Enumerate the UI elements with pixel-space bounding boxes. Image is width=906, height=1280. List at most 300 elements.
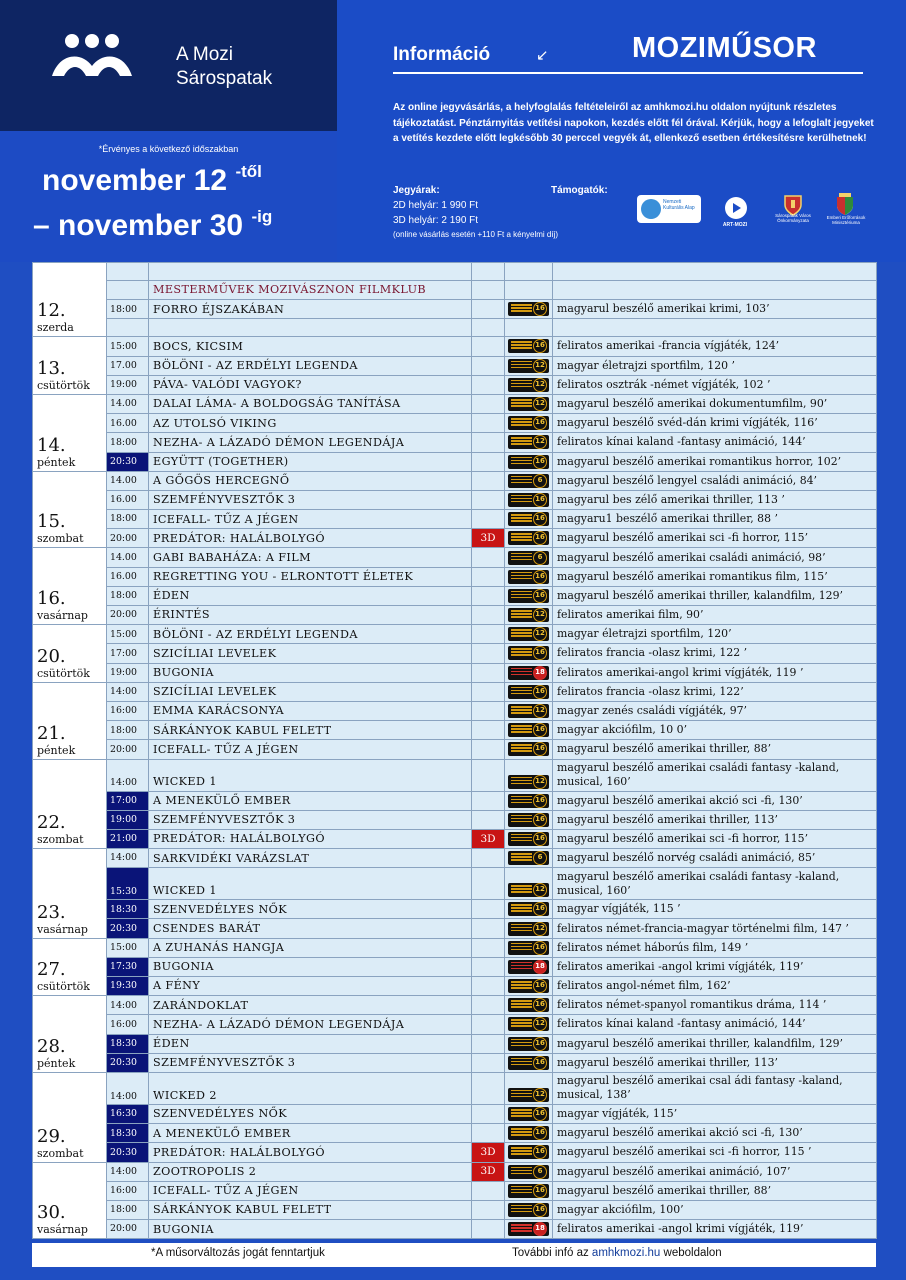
day-name: vasárnap bbox=[37, 1223, 88, 1237]
film-title: ZOOTROPOLIS 2 bbox=[149, 1162, 472, 1181]
page-title: MOZIMŰSOR bbox=[632, 32, 817, 64]
age-rating-badge bbox=[508, 666, 549, 680]
rating-value: 16 bbox=[533, 1056, 547, 1070]
rating-stripes bbox=[511, 457, 532, 459]
film-title: REGRETTING YOU - ELRONTOTT ÉLETEK bbox=[149, 567, 472, 586]
age-rating-badge bbox=[508, 397, 549, 411]
screening-row bbox=[33, 810, 877, 829]
screening-row bbox=[33, 996, 877, 1015]
screening-row bbox=[33, 740, 877, 759]
screening-row bbox=[33, 625, 877, 644]
age-rating-cell bbox=[505, 996, 553, 1015]
film-title: NEZHA- A LÁZADÓ DÉMON LEGENDÁJA bbox=[149, 1015, 472, 1034]
rating-value: 12 bbox=[533, 435, 547, 449]
rating-stripes bbox=[511, 706, 532, 708]
day-number: 27. bbox=[37, 959, 66, 981]
age-rating-badge bbox=[508, 922, 549, 936]
format-3d-badge: 3D bbox=[472, 1162, 505, 1181]
prices-label: Jegyárak: bbox=[393, 185, 440, 196]
screening-row bbox=[33, 977, 877, 996]
rating-stripes bbox=[511, 1224, 532, 1226]
age-rating-badge bbox=[508, 1145, 549, 1159]
film-title: ICEFALL- TŰZ A JÉGEN bbox=[149, 740, 472, 759]
showtime: 15:00 bbox=[107, 938, 149, 957]
format-cell bbox=[472, 510, 505, 529]
rating-stripes bbox=[511, 648, 532, 650]
rating-value: 16 bbox=[533, 794, 547, 808]
format-cell bbox=[472, 337, 505, 356]
screening-row bbox=[33, 829, 877, 848]
rating-value: 16 bbox=[533, 302, 547, 316]
showtime: 14:00 bbox=[107, 682, 149, 701]
rating-value: 16 bbox=[533, 1184, 547, 1198]
rating-value: 16 bbox=[533, 979, 547, 993]
age-rating-cell bbox=[505, 471, 553, 490]
screening-row bbox=[33, 471, 877, 490]
day-cell bbox=[33, 337, 107, 395]
showtime: 16.00 bbox=[107, 567, 149, 586]
age-rating-cell bbox=[505, 319, 553, 337]
age-rating-cell bbox=[505, 759, 553, 791]
film-description: magyarul beszélő lengyel családi animáció, 84’ bbox=[553, 471, 877, 490]
showtime: 16:00 bbox=[107, 1181, 149, 1200]
rating-value: 16 bbox=[533, 941, 547, 955]
film-title: SZICÍLIAI LEVELEK bbox=[149, 644, 472, 663]
showtime: 20:30 bbox=[107, 919, 149, 938]
rating-stripes bbox=[511, 610, 532, 612]
age-rating-cell bbox=[505, 868, 553, 900]
showtime: 16:00 bbox=[107, 1015, 149, 1034]
showtime: 20:00 bbox=[107, 529, 149, 548]
screening-row bbox=[33, 337, 877, 356]
screening-row bbox=[33, 957, 877, 976]
footer bbox=[32, 1243, 876, 1267]
screening-row bbox=[33, 356, 877, 375]
date-to: – november 30 $^{-ig}$ bbox=[33, 207, 273, 242]
format-cell bbox=[472, 1034, 505, 1053]
film-description: magyarul beszélő amerikai thriller, 113’ bbox=[553, 1053, 877, 1072]
format-cell bbox=[472, 300, 505, 319]
day-cell bbox=[33, 996, 107, 1073]
film-description bbox=[553, 319, 877, 337]
schedule-table bbox=[32, 262, 877, 1239]
age-rating-cell bbox=[505, 510, 553, 529]
age-rating-cell bbox=[505, 337, 553, 356]
rating-value: 16 bbox=[533, 570, 547, 584]
showtime: 18:00 bbox=[107, 1200, 149, 1219]
film-description: magyar életrajzi sportfilm, 120’ bbox=[553, 625, 877, 644]
age-rating-cell bbox=[505, 281, 553, 300]
rating-value: 16 bbox=[533, 493, 547, 507]
rating-stripes bbox=[511, 399, 532, 401]
day-cell bbox=[33, 938, 107, 996]
age-rating-cell bbox=[505, 900, 553, 919]
rating-stripes bbox=[511, 629, 532, 631]
showtime: 19:30 bbox=[107, 977, 149, 996]
age-rating-cell bbox=[505, 625, 553, 644]
age-rating-badge bbox=[508, 493, 549, 507]
art-mozi-logo-icon bbox=[724, 196, 748, 220]
day-cell bbox=[33, 471, 107, 548]
age-rating-badge bbox=[508, 998, 549, 1012]
showtime: 18:00 bbox=[107, 510, 149, 529]
screening-row bbox=[33, 1124, 877, 1143]
age-rating-cell bbox=[505, 414, 553, 433]
age-rating-badge bbox=[508, 1056, 549, 1070]
film-title: WICKED 1 bbox=[149, 759, 472, 791]
age-rating-cell bbox=[505, 263, 553, 281]
cinema-city: Sárospatak bbox=[176, 68, 273, 89]
age-rating-cell bbox=[505, 452, 553, 471]
film-description bbox=[553, 263, 877, 281]
screening-row bbox=[33, 548, 877, 567]
format-cell bbox=[472, 682, 505, 701]
format-cell bbox=[472, 868, 505, 900]
age-rating-cell bbox=[505, 663, 553, 682]
format-3d-badge: 3D bbox=[472, 829, 505, 848]
age-rating-badge bbox=[508, 1037, 549, 1051]
website-link[interactable]: amhkmozi.hu bbox=[591, 1247, 661, 1259]
rating-value: 6 bbox=[533, 474, 547, 488]
film-description: magyar vígjáték, 115’ bbox=[553, 1104, 877, 1123]
day-name: szerda bbox=[37, 321, 74, 335]
film-title: DALAI LÁMA- A BOLDOGSÁG TANÍTÁSA bbox=[149, 394, 472, 413]
rating-stripes bbox=[511, 591, 532, 593]
film-description: magyar zenés családi vígjáték, 97’ bbox=[553, 701, 877, 720]
screening-row bbox=[33, 759, 877, 791]
film-description: magyar vígjáték, 115 ’ bbox=[553, 900, 877, 919]
price-2d: 2D helyár: 1 990 Ft bbox=[393, 200, 479, 211]
rating-stripes bbox=[511, 1128, 532, 1130]
age-rating-cell bbox=[505, 977, 553, 996]
film-description: feliratos német háborús film, 149 ’ bbox=[553, 938, 877, 957]
rating-stripes bbox=[511, 476, 532, 478]
film-description: magyarul beszélő amerikai családi animáció, 98’ bbox=[553, 548, 877, 567]
format-cell bbox=[472, 433, 505, 452]
age-rating-cell bbox=[505, 919, 553, 938]
age-rating-badge bbox=[508, 589, 549, 603]
screening-row bbox=[33, 414, 877, 433]
film-description: magyarul bes zélő amerikai thriller, 113 ’ bbox=[553, 490, 877, 509]
age-rating-badge bbox=[508, 474, 549, 488]
rating-value: 16 bbox=[533, 512, 547, 526]
film-description: magyarul beszélő amerikai sci -fi horror, 115 ’ bbox=[553, 1143, 877, 1162]
screening-row bbox=[33, 300, 877, 319]
age-rating-cell bbox=[505, 721, 553, 740]
rating-value: 12 bbox=[533, 608, 547, 622]
film-title: BUGONIA bbox=[149, 957, 472, 976]
film-description: feliratos osztrák -német vígjáték, 102 ’ bbox=[553, 375, 877, 394]
format-cell bbox=[472, 356, 505, 375]
showtime: 14.00 bbox=[107, 471, 149, 490]
price-note: (online vásárlás esetén +110 Ft a kényelmi díj) bbox=[393, 230, 559, 239]
rating-value: 16 bbox=[533, 1145, 547, 1159]
age-rating-badge bbox=[508, 1088, 549, 1102]
film-title: GABI BABAHÁZA: A FILM bbox=[149, 548, 472, 567]
format-cell bbox=[472, 414, 505, 433]
screening-row bbox=[33, 510, 877, 529]
showtime: 17:30 bbox=[107, 957, 149, 976]
showtime: 14:00 bbox=[107, 996, 149, 1015]
screening-row bbox=[33, 1162, 877, 1181]
showtime: 19:00 bbox=[107, 375, 149, 394]
rating-stripes bbox=[511, 380, 532, 382]
rating-value: 6 bbox=[533, 851, 547, 865]
screening-row bbox=[33, 849, 877, 868]
film-description: magyarul beszélő amerikai családi fantasy -kaland, musical, 160’ bbox=[553, 868, 877, 900]
age-rating-cell bbox=[505, 1162, 553, 1181]
format-cell bbox=[472, 721, 505, 740]
spacer-row bbox=[33, 319, 877, 337]
format-cell bbox=[472, 567, 505, 586]
showtime: 16.00 bbox=[107, 414, 149, 433]
film-description: feliratos amerikai -angol krimi vígjáték, 119’ bbox=[553, 957, 877, 976]
age-rating-cell bbox=[505, 529, 553, 548]
showtime: 14:00 bbox=[107, 759, 149, 791]
film-title: AZ UTOLSÓ VIKING bbox=[149, 414, 472, 433]
rating-stripes bbox=[511, 553, 532, 555]
rating-stripes bbox=[511, 361, 532, 363]
day-name: csütörtök bbox=[37, 980, 90, 994]
format-cell bbox=[472, 957, 505, 976]
rating-stripes bbox=[511, 572, 532, 574]
showtime: 18:00 bbox=[107, 300, 149, 319]
day-name: vasárnap bbox=[37, 609, 88, 623]
screening-row bbox=[33, 452, 877, 471]
cinema-logo-icon bbox=[50, 32, 134, 88]
showtime: 15:00 bbox=[107, 625, 149, 644]
screening-row bbox=[33, 1104, 877, 1123]
showtime bbox=[107, 281, 149, 300]
age-rating-badge bbox=[508, 794, 549, 808]
day-cell bbox=[33, 759, 107, 849]
rating-stripes bbox=[511, 514, 532, 516]
format-cell bbox=[472, 1053, 505, 1072]
rating-stripes bbox=[511, 1147, 532, 1149]
rating-stripes bbox=[511, 834, 532, 836]
film-description: feliratos kínai kaland -fantasy animáció, 144’ bbox=[553, 433, 877, 452]
age-rating-badge bbox=[508, 723, 549, 737]
screening-row bbox=[33, 1072, 877, 1104]
rating-stripes bbox=[511, 853, 532, 855]
age-rating-badge bbox=[508, 704, 549, 718]
age-rating-cell bbox=[505, 740, 553, 759]
film-title: EGYÜTT (TOGETHER) bbox=[149, 452, 472, 471]
arrow-down-left-icon: ↙ bbox=[536, 47, 549, 64]
screening-row bbox=[33, 721, 877, 740]
film-title: ÉDEN bbox=[149, 1034, 472, 1053]
rating-value: 6 bbox=[533, 551, 547, 565]
rating-value: 18 bbox=[533, 666, 547, 680]
screening-row bbox=[33, 586, 877, 605]
film-description: magyarul beszélő svéd-dán krimi vígjáték, 116’ bbox=[553, 414, 877, 433]
format-cell bbox=[472, 759, 505, 791]
cinema-name: A Mozi bbox=[176, 44, 234, 65]
day-name: szombat bbox=[37, 532, 84, 546]
rating-stripes bbox=[511, 495, 532, 497]
spacer-row bbox=[33, 263, 877, 281]
age-rating-cell bbox=[505, 810, 553, 829]
film-title: SZENVEDÉLYES NŐK bbox=[149, 900, 472, 919]
screening-row bbox=[33, 868, 877, 900]
film-description: magyarul beszélő amerikai thriller, kalandfilm, 129’ bbox=[553, 1034, 877, 1053]
showtime: 16:30 bbox=[107, 1104, 149, 1123]
rating-value: 12 bbox=[533, 378, 547, 392]
sponsor-city: Sárospatak Város Önkormányzata bbox=[775, 213, 811, 223]
rating-value: 16 bbox=[533, 589, 547, 603]
age-rating-cell bbox=[505, 938, 553, 957]
film-title: SÁRKÁNYOK KABUL FELETT bbox=[149, 721, 472, 740]
film-title: PREDÁTOR: HALÁLBOLYGÓ bbox=[149, 829, 472, 848]
rating-value: 16 bbox=[533, 1203, 547, 1217]
screening-row bbox=[33, 606, 877, 625]
showtime: 14:00 bbox=[107, 849, 149, 868]
rating-stripes bbox=[511, 885, 532, 887]
format-cell bbox=[472, 919, 505, 938]
format-cell bbox=[472, 849, 505, 868]
rating-stripes bbox=[511, 1167, 532, 1169]
age-rating-cell bbox=[505, 1015, 553, 1034]
showtime: 20:00 bbox=[107, 740, 149, 759]
screening-row bbox=[33, 1181, 877, 1200]
age-rating-cell bbox=[505, 1220, 553, 1239]
showtime: 21:00 bbox=[107, 829, 149, 848]
format-cell bbox=[472, 606, 505, 625]
film-title: ZARÁNDOKLAT bbox=[149, 996, 472, 1015]
showtime: 15:00 bbox=[107, 337, 149, 356]
film-description: magyarul beszélő amerikai animáció, 107’ bbox=[553, 1162, 877, 1181]
screening-row bbox=[33, 529, 877, 548]
screening-row bbox=[33, 1143, 877, 1162]
age-rating-cell bbox=[505, 1124, 553, 1143]
age-rating-cell bbox=[505, 1053, 553, 1072]
day-cell bbox=[33, 1162, 107, 1239]
film-title: CSENDES BARÁT bbox=[149, 919, 472, 938]
format-cell bbox=[472, 281, 505, 300]
rating-stripes bbox=[511, 1058, 532, 1060]
rating-stripes bbox=[511, 1186, 532, 1188]
age-rating-cell bbox=[505, 701, 553, 720]
showtime: 18:30 bbox=[107, 1034, 149, 1053]
rating-value: 16 bbox=[533, 455, 547, 469]
format-cell bbox=[472, 740, 505, 759]
age-rating-badge bbox=[508, 359, 549, 373]
sponsors-label: Támogatók: bbox=[551, 185, 608, 196]
rating-value: 12 bbox=[533, 627, 547, 641]
age-rating-badge bbox=[508, 302, 549, 316]
age-rating-cell bbox=[505, 586, 553, 605]
age-rating-cell bbox=[505, 957, 553, 976]
film-description: magyarul beszélő amerikai dokumentumfilm, 90’ bbox=[553, 394, 877, 413]
rating-value: 16 bbox=[533, 813, 547, 827]
rating-stripes bbox=[511, 341, 532, 343]
film-description: feliratos német-spanyol romantikus dráma, 114 ’ bbox=[553, 996, 877, 1015]
rating-stripes bbox=[511, 725, 532, 727]
rating-stripes bbox=[511, 1205, 532, 1207]
film-description: magyarul beszélő amerikai sci -fi horror, 115’ bbox=[553, 529, 877, 548]
rating-value: 18 bbox=[533, 960, 547, 974]
day-cell bbox=[33, 394, 107, 471]
rating-stripes bbox=[511, 533, 532, 535]
age-rating-badge bbox=[508, 608, 549, 622]
date-from: november 12 $^{-től}$ bbox=[42, 162, 262, 197]
age-rating-cell bbox=[505, 606, 553, 625]
age-rating-badge bbox=[508, 1126, 549, 1140]
showtime: 19:00 bbox=[107, 663, 149, 682]
day-number: 16. bbox=[37, 588, 66, 610]
format-cell bbox=[472, 263, 505, 281]
rating-stripes bbox=[511, 815, 532, 817]
film-description: magyarul beszélő amerikai sci -fi horror, 115’ bbox=[553, 829, 877, 848]
nka-logo-icon bbox=[641, 199, 661, 219]
day-number: 15. bbox=[37, 511, 66, 533]
age-rating-cell bbox=[505, 1181, 553, 1200]
screening-row bbox=[33, 1200, 877, 1219]
age-rating-badge bbox=[508, 570, 549, 584]
format-cell bbox=[472, 375, 505, 394]
film-title bbox=[149, 263, 472, 281]
screening-row bbox=[33, 900, 877, 919]
film-description: feliratos angol-német film, 162’ bbox=[553, 977, 877, 996]
film-description: magyarul beszélő amerikai akció sci -fi, 130’ bbox=[553, 1124, 877, 1143]
filmklub-heading: MESTERMŰVEK MOZIVÁSZNON FILMKLUB bbox=[149, 281, 472, 300]
sponsor-art-mozi: ART-MOZI bbox=[722, 222, 748, 228]
film-title: A MENEKÜLŐ EMBER bbox=[149, 791, 472, 810]
film-description: magyarul beszélő amerikai thriller, 113’ bbox=[553, 810, 877, 829]
format-3d-badge: 3D bbox=[472, 529, 505, 548]
showtime: 14.00 bbox=[107, 548, 149, 567]
film-title: A ZUHANÁS HANGJA bbox=[149, 938, 472, 957]
format-cell bbox=[472, 900, 505, 919]
rating-stripes bbox=[511, 924, 532, 926]
rating-stripes bbox=[511, 796, 532, 798]
showtime: 18:30 bbox=[107, 900, 149, 919]
age-rating-badge bbox=[508, 685, 549, 699]
rating-stripes bbox=[511, 668, 532, 670]
rating-stripes bbox=[511, 1090, 532, 1092]
day-name: csütörtök bbox=[37, 666, 90, 680]
day-cell bbox=[33, 682, 107, 759]
price-3d: 3D helyár: 2 190 Ft bbox=[393, 215, 479, 226]
format-cell bbox=[472, 1015, 505, 1034]
day-name: péntek bbox=[37, 455, 76, 469]
day-number: 22. bbox=[37, 812, 66, 834]
age-rating-badge bbox=[508, 902, 549, 916]
film-title: BUGONIA bbox=[149, 663, 472, 682]
day-name: szombat bbox=[37, 1146, 84, 1160]
format-cell bbox=[472, 644, 505, 663]
film-description: magyarul beszélő amerikai csal ádi fantasy -kaland, musical, 138’ bbox=[553, 1072, 877, 1104]
validity-note: *Érvényes a következő időszakban bbox=[98, 144, 239, 154]
sponsor-ministry: Emberi Erőforrások Minisztériuma bbox=[826, 215, 866, 225]
showtime: 18:00 bbox=[107, 586, 149, 605]
film-title: BÖLÖNI - AZ ERDÉLYI LEGENDA bbox=[149, 356, 472, 375]
rating-value: 16 bbox=[533, 742, 547, 756]
age-rating-badge bbox=[508, 742, 549, 756]
age-rating-badge bbox=[508, 416, 549, 430]
rating-value: 12 bbox=[533, 1017, 547, 1031]
rating-value: 16 bbox=[533, 832, 547, 846]
rating-value: 12 bbox=[533, 775, 547, 789]
film-description: magyar akciófilm, 10 0’ bbox=[553, 721, 877, 740]
age-rating-badge bbox=[508, 775, 549, 789]
rating-value: 16 bbox=[533, 998, 547, 1012]
showtime bbox=[107, 319, 149, 337]
day-cell bbox=[33, 849, 107, 939]
screening-row bbox=[33, 701, 877, 720]
age-rating-badge bbox=[508, 832, 549, 846]
format-cell bbox=[472, 810, 505, 829]
